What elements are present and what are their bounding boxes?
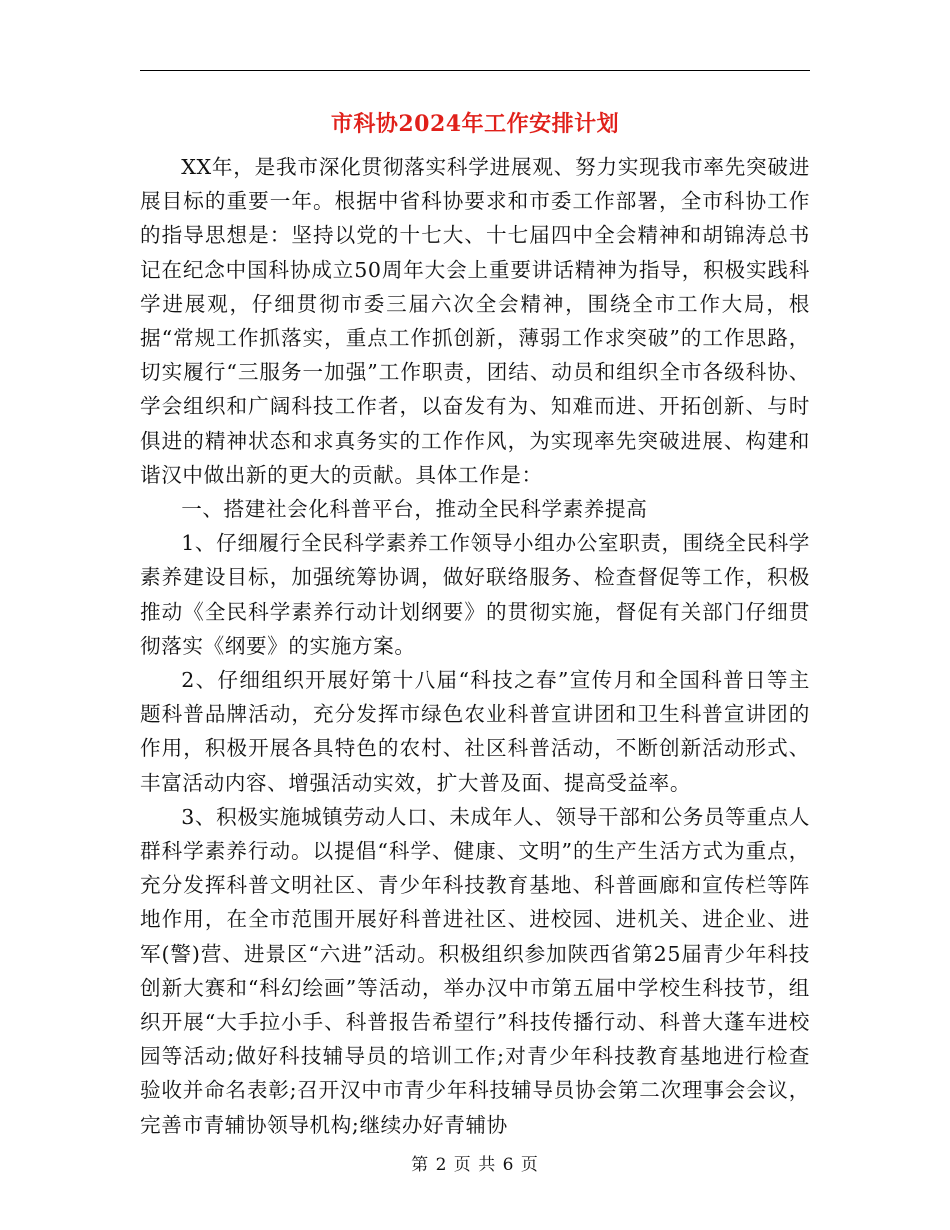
header-rule	[140, 70, 810, 71]
document-title: 市科协2024年工作安排计划	[330, 111, 620, 137]
paragraph-intro: XX年，是我市深化贯彻落实科学进展观、努力实现我市率先突破进展目标的重要一年。根据中省科协要求和市委工作部署，全市科协工作的指导思想是：坚持以党的十七大、十七届四中全会精神和胡锦涛总书记在纪念中国科协成立50周年大会上重要讲话精神为指导，积极实践科学进展观，仔细贯彻市委三届六次全会精神，围绕全市工作大局，根据“常规工作抓落实，重点工作抓创新，薄弱工作求突破”的工作思路，切实履行“三服务一加强”工作职责，团结、动员和组织全市各级科协、学会组织和广阔科技工作者，以奋发有为、知难而进、开拓创新、与时俱进的精神状态和求真务实的工作作风，为实现率先突破进展、构建和谐汉中做出新的更大的贡献。具体工作是：	[140, 155, 810, 487]
document-body	[140, 150, 810, 1142]
paragraph-item-3: 3、积极实施城镇劳动人口、未成年人、领导干部和公务员等重点人群科学素养行动。以提倡“科学、健康、文明”的生产生活方式为重点，充分发挥科普文明社区、青少年科技教育基地、科普画廊和宣传栏等阵地作用，在全市范围开展好科普进社区、进校园、进机关、进企业、进军(警)营、进景区“六进”活动。积极组织参加陕西省第25届青少年科技创新大赛和“科幻绘画”等活动，举办汉中市第五届中学校生科技节，组织开展“大手拉小手、科普报告希望行”科技传播行动、科普大蓬车进校园等活动;做好科技辅导员的培训工作;对青少年科技教育基地进行检查验收并命名表彰;召开汉中市青少年科技辅导员协会第二次理事会会议，完善市青辅协领导机构;继续办好青辅协	[140, 804, 810, 1137]
paragraph-item-2: 2、仔细组织开展好第十八届“科技之春”宣传月和全国科普日等主题科普品牌活动，充分发挥市绿色农业科普宣讲团和卫生科普宣讲团的作用，积极开展各具特色的农村、社区科普活动，不断创新活动形式、丰富活动内容、增强活动实效，扩大普及面、提高受益率。	[140, 668, 810, 795]
paragraph-item-1: 1、仔细履行全民科学素养工作领导小组办公室职责，围绕全民科学素养建设目标，加强统筹协调，做好联络服务、检查督促等工作，积极推动《全民科学素养行动计划纲要》的贯彻实施，督促有关部门仔细贯彻落实《纲要》的实施方案。	[140, 531, 810, 658]
page-footer: 第 2 页 共 6 页	[411, 1155, 539, 1175]
section-heading-1: 一、搭建社会化科普平台，推动全民科学素养提高	[181, 497, 648, 522]
